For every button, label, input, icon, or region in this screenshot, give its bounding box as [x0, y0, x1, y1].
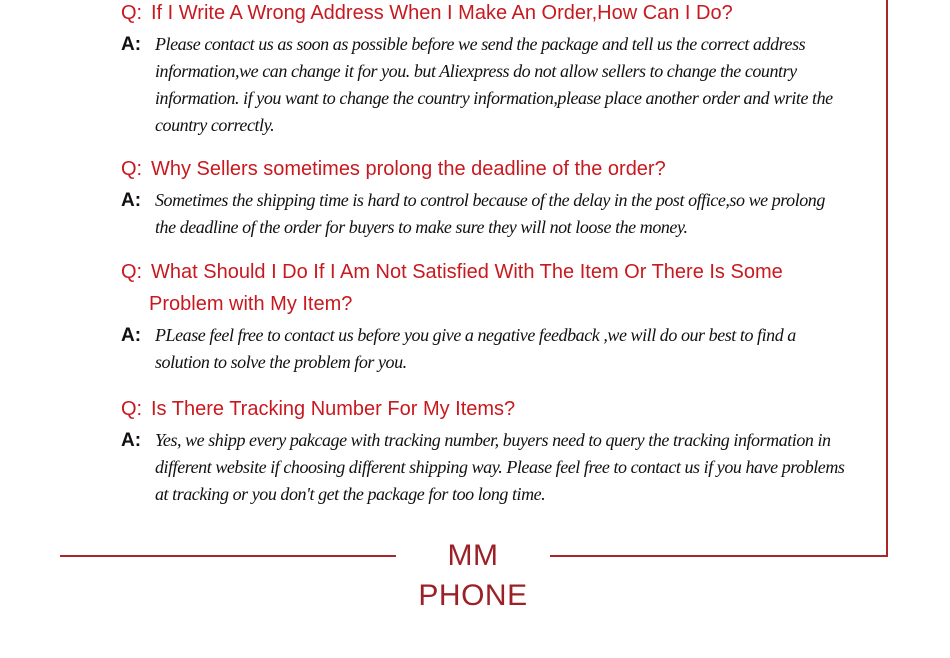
question-prefix: Q: [121, 398, 143, 420]
faq-question: Is There Tracking Number For My Items? [151, 398, 516, 420]
faq-answer-row [121, 427, 845, 508]
footer-brand-divider [60, 534, 888, 612]
question-prefix: Q: [121, 261, 143, 283]
faq-answer-row [121, 187, 845, 241]
faq-answer-row [121, 322, 845, 376]
faq-item-address [121, 0, 845, 139]
question-prefix: Q: [121, 2, 143, 24]
divider-line-right [550, 555, 888, 557]
faq-item-deadline [121, 153, 845, 241]
answer-prefix: A: [121, 430, 142, 451]
faq-item-not-satisfied [121, 256, 845, 376]
faq-answer: Please contact us as soon as possible before we send the package and tell us the correct address information,we can change it for you. but Aliexpress do not allow sellers to change the country information. if you want to change the country information,please place another order and write the country correctly. [155, 34, 833, 135]
faq-question-row [121, 256, 845, 288]
answer-prefix: A: [121, 325, 142, 346]
divider-line-left [60, 555, 396, 557]
faq-question-row [121, 393, 845, 425]
faq-question-row [121, 0, 845, 29]
right-border-line [886, 0, 888, 556]
faq-answer: PLease feel free to contact us before you give a negative feedback ,we will do our best to find a solution to solve the problem for you. [155, 325, 796, 372]
faq-question-line-2: Problem with My Item? [149, 293, 353, 315]
brand-name: MM PHONE [418, 539, 528, 612]
faq-answer: Sometimes the shipping time is hard to control because of the delay in the post office,so we prolong the deadline of the order for buyers to make sure they will not loose the money. [155, 190, 825, 237]
faq-question-row [121, 153, 845, 185]
answer-prefix: A: [121, 34, 142, 55]
answer-prefix: A: [121, 190, 142, 211]
faq-answer: Yes, we shipp every pakcage with tracking number, buyers need to query the tracking information in different website if choosing different shipping way. Please feel free to contact us if you have problems at tracking or you don't get the package for too long time. [155, 430, 845, 504]
faq-question: Why Sellers sometimes prolong the deadline of the order? [151, 158, 666, 180]
faq-item-tracking [121, 393, 845, 508]
faq-answer-row [121, 31, 845, 139]
question-prefix: Q: [121, 158, 143, 180]
faq-question: If I Write A Wrong Address When I Make An Order,How Can I Do? [151, 2, 733, 24]
faq-question-line-1: What Should I Do If I Am Not Satisfied With The Item Or There Is Some [151, 261, 783, 283]
faq-question-row-continued [121, 288, 845, 320]
